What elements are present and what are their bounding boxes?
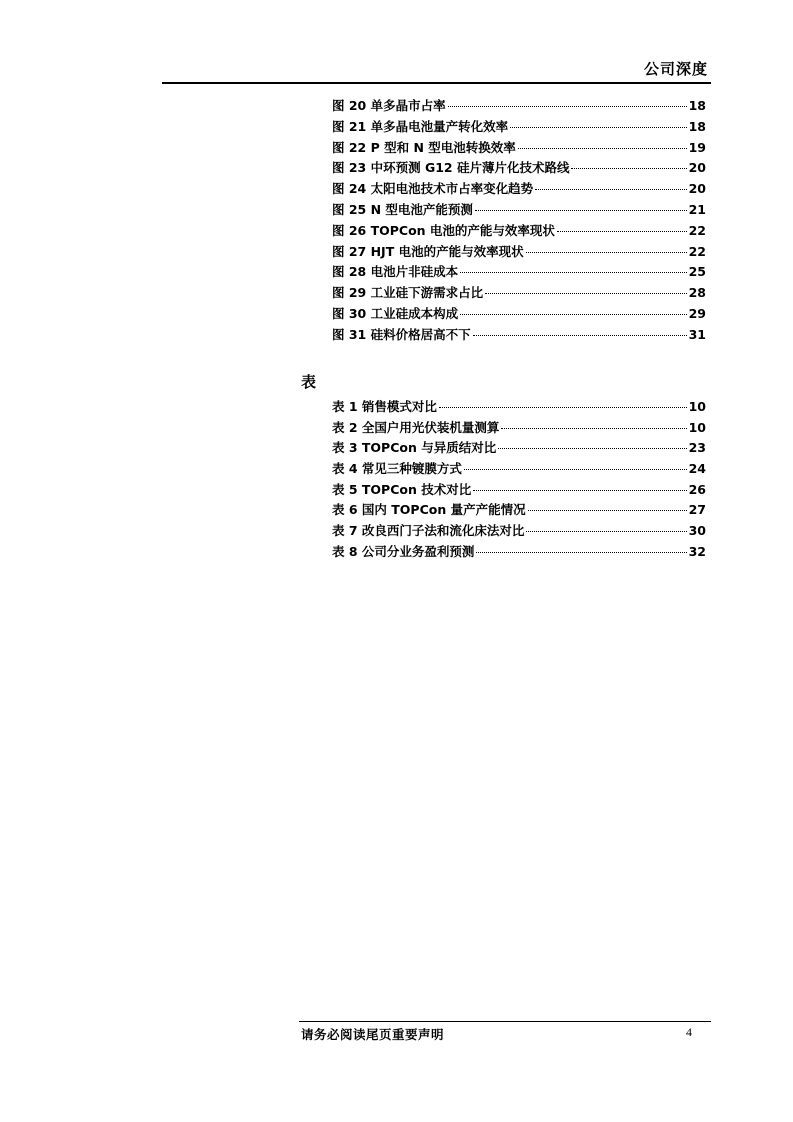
figure-toc-entry[interactable]	[332, 283, 706, 304]
figure-toc-entry-label: 图 31 硅料价格居高不下	[332, 326, 471, 342]
dot-leader	[528, 510, 687, 511]
dot-leader	[473, 335, 687, 336]
table-toc-entry-page: 10	[688, 419, 706, 435]
figure-toc-entry[interactable]	[332, 200, 706, 221]
figure-toc-entry-label: 图 29 工业硅下游需求占比	[332, 285, 484, 301]
page-number: 4	[686, 1025, 692, 1039]
table-toc-entry-label: 表 2 全国户用光伏装机量测算	[332, 419, 500, 435]
tables-section-heading: 表	[301, 373, 317, 391]
figure-toc-entry-label: 图 20 单多晶市占率	[332, 98, 446, 113]
figure-toc-entry[interactable]	[332, 262, 706, 283]
dot-leader	[464, 469, 687, 470]
table-toc-entry[interactable]	[332, 418, 706, 439]
figure-toc-entry-label: 图 25 N 型电池产能预测	[332, 201, 473, 217]
figure-toc-entry[interactable]	[332, 242, 706, 263]
figure-toc-entry-page: 25	[688, 264, 706, 280]
table-toc-entry[interactable]	[332, 542, 706, 563]
figure-toc-entry[interactable]	[332, 158, 706, 179]
table-toc-entry-page: 10	[688, 399, 706, 414]
dot-leader	[475, 210, 687, 211]
table-toc-entry-label: 表 1 销售模式对比	[332, 399, 437, 414]
figure-toc-entry-label: 图 28 电池片非硅成本	[332, 264, 459, 280]
dot-leader	[535, 189, 686, 190]
table-toc-entry-page: 24	[688, 461, 706, 477]
dot-leader	[460, 314, 686, 315]
figure-toc-entry[interactable]	[332, 304, 706, 325]
dot-leader	[448, 106, 687, 107]
table-toc-entry-label: 表 4 常见三种镀膜方式	[332, 461, 462, 477]
figure-toc-entry-page: 31	[688, 326, 706, 342]
figure-toc-entry[interactable]	[332, 138, 706, 159]
figure-toc-entry[interactable]	[332, 325, 706, 346]
figure-toc-entry-page: 29	[688, 305, 706, 321]
footer-divider	[299, 1021, 711, 1022]
table-toc-entry[interactable]	[332, 438, 706, 459]
table-toc-entry-label: 表 7 改良西门子法和流化床法对比	[332, 523, 525, 539]
figure-toc-entry-label: 图 30 工业硅成本构成	[332, 305, 459, 321]
footer-notice: 请务必阅读尾页重要声明	[301, 1027, 445, 1042]
header-divider	[162, 82, 711, 84]
dot-leader	[526, 531, 686, 532]
dot-leader	[498, 448, 686, 449]
figure-toc-entry-page: 18	[688, 98, 706, 113]
table-toc-entry[interactable]	[332, 521, 706, 542]
table-toc-entry-label: 表 3 TOPCon 与异质结对比	[332, 440, 497, 456]
dot-leader	[485, 293, 686, 294]
figure-toc-entry[interactable]	[332, 96, 706, 117]
dot-leader	[473, 490, 686, 491]
dot-leader	[439, 407, 687, 408]
table-toc-entry[interactable]	[332, 459, 706, 480]
dot-leader	[571, 168, 686, 169]
header-title: 公司深度	[643, 60, 708, 78]
figure-toc-entry[interactable]	[332, 117, 706, 138]
tables-toc	[332, 397, 706, 563]
figure-toc-entry-page: 20	[688, 160, 706, 176]
figure-toc-entry-label: 图 23 中环预测 G12 硅片薄片化技术路线	[332, 160, 570, 176]
table-toc-entry-label: 表 8 公司分业务盈利预测	[332, 543, 475, 559]
table-toc-entry-page: 26	[688, 481, 706, 497]
figure-toc-entry-label: 图 24 太阳电池技术市占率变化趋势	[332, 181, 534, 197]
table-toc-entry[interactable]	[332, 500, 706, 521]
figure-toc-entry-label: 图 22 P 型和 N 型电池转换效率	[332, 139, 516, 155]
table-toc-entry[interactable]	[332, 480, 706, 501]
table-toc-entry-page: 27	[688, 502, 706, 518]
figure-toc-entry-page: 22	[688, 243, 706, 259]
table-toc-entry-label: 表 6 国内 TOPCon 量产产能情况	[332, 502, 526, 518]
dot-leader	[518, 148, 687, 149]
dot-leader	[557, 231, 687, 232]
figure-toc-entry-page: 22	[688, 222, 706, 238]
figures-toc	[332, 96, 706, 346]
dot-leader	[510, 127, 686, 128]
dot-leader	[526, 252, 687, 253]
table-toc-entry-label: 表 5 TOPCon 技术对比	[332, 481, 472, 497]
figure-toc-entry-page: 28	[688, 285, 706, 301]
figure-toc-entry-label: 图 21 单多晶电池量产转化效率	[332, 118, 509, 134]
dot-leader	[501, 428, 686, 429]
dot-leader	[460, 272, 686, 273]
figure-toc-entry-page: 18	[688, 118, 706, 134]
table-toc-entry-page: 30	[688, 523, 706, 539]
table-toc-entry[interactable]	[332, 397, 706, 418]
figure-toc-entry-page: 19	[688, 139, 706, 155]
figure-toc-entry[interactable]	[332, 221, 706, 242]
dot-leader	[476, 552, 686, 553]
table-toc-entry-page: 23	[688, 440, 706, 456]
figure-toc-entry[interactable]	[332, 179, 706, 200]
figure-toc-entry-page: 20	[688, 181, 706, 197]
figure-toc-entry-page: 21	[688, 201, 706, 217]
figure-toc-entry-label: 图 27 HJT 电池的产能与效率现状	[332, 243, 524, 259]
table-toc-entry-page: 32	[688, 543, 706, 559]
figure-toc-entry-label: 图 26 TOPCon 电池的产能与效率现状	[332, 222, 555, 238]
